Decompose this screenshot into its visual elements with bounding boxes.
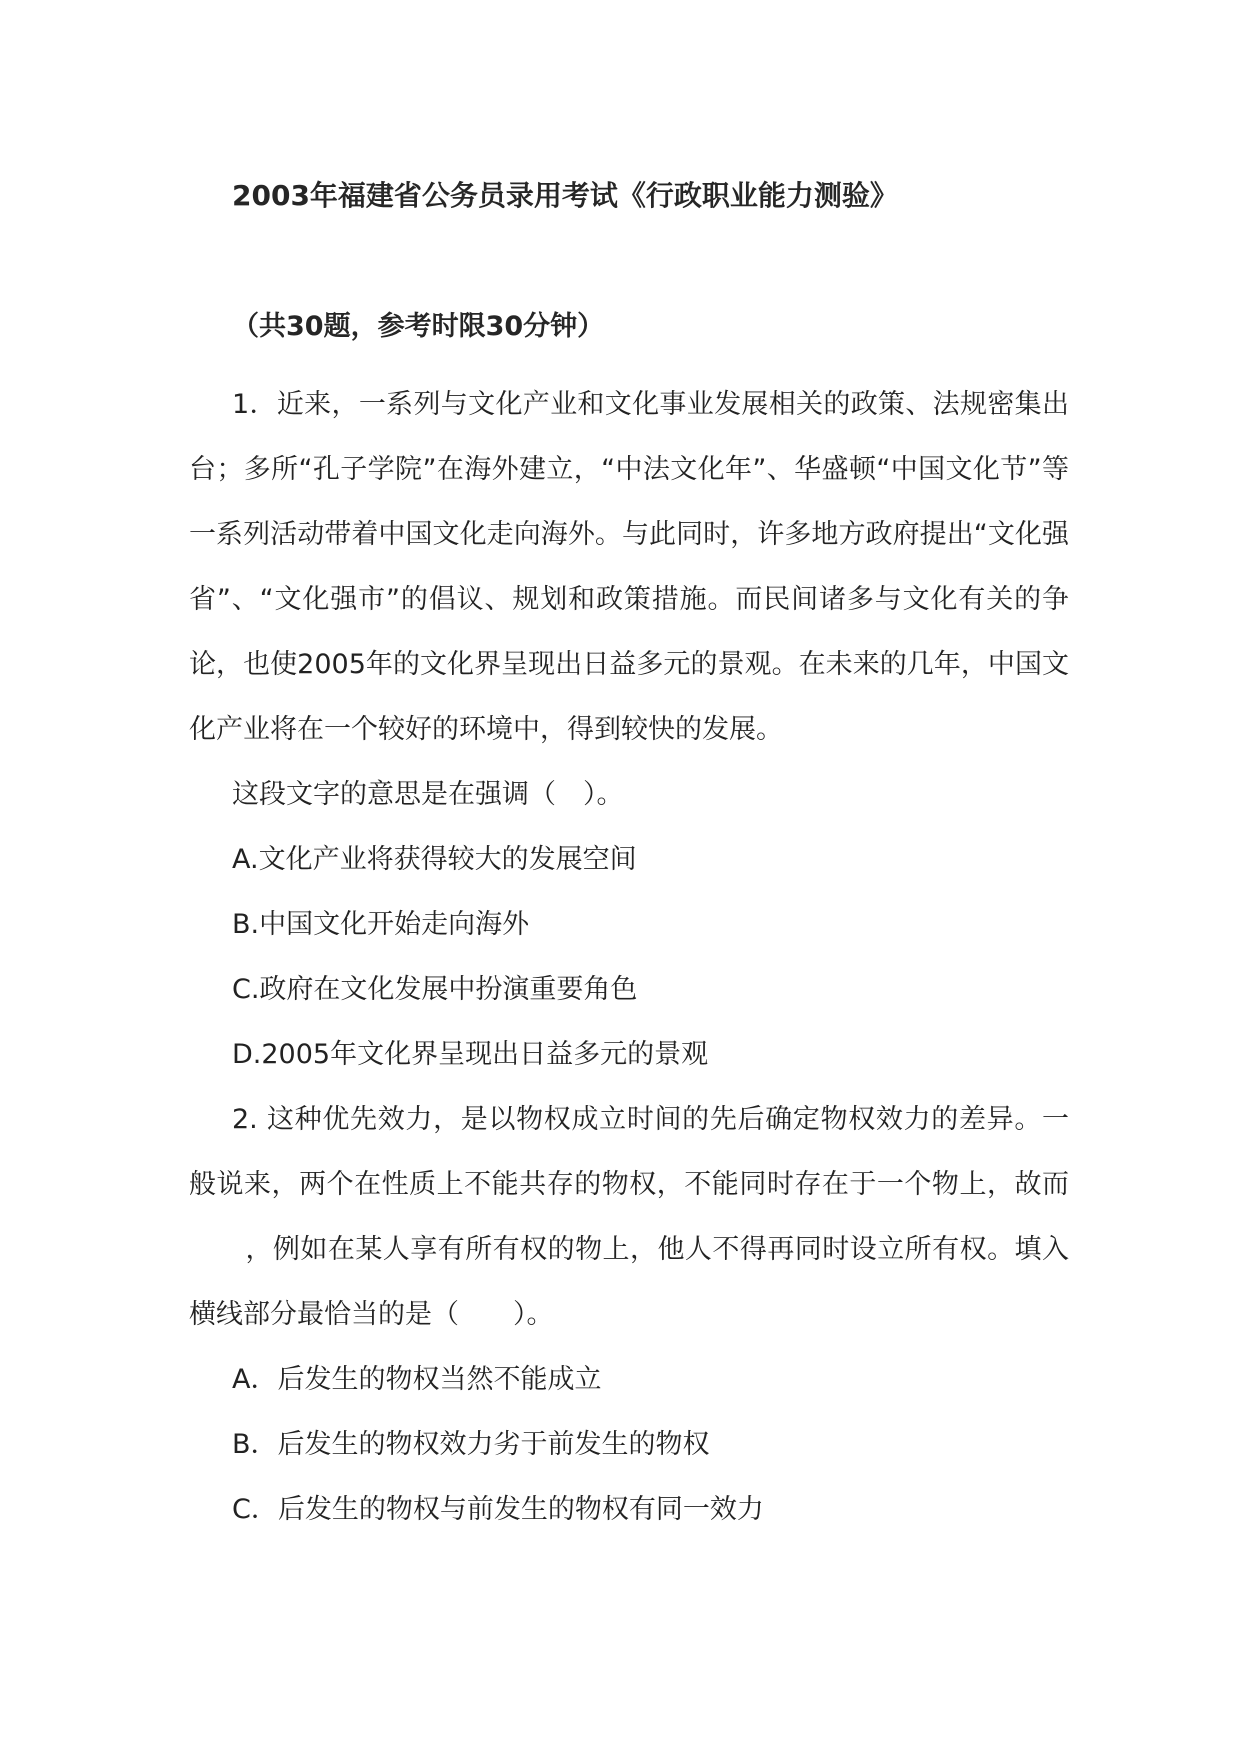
question-2-stem <box>189 1087 1069 1347</box>
question-1-option-b: B.中国文化开始走向海外 <box>232 909 530 940</box>
question-1-option-c: C.政府在文化发展中扮演重要角色 <box>232 974 638 1005</box>
question-1-option-a: A.文化产业将获得较大的发展空间 <box>232 844 637 875</box>
question-2-stem-part-1: 2. 这种优先效力，是以物权成立时间的先后确定物权效力的差异。一般说来，两个在性质上不能共存的物权，不能同时存在于一个物上，故而 <box>189 1104 1069 1200</box>
question-2-option-c: C．后发生的物权与前发生的物权有同一效力 <box>232 1494 764 1525</box>
document-subtitle: （共30题，参考时限30分钟） <box>232 311 605 342</box>
question-1-prompt: 这段文字的意思是在强调（ ）。 <box>232 779 624 810</box>
question-2-option-a: A．后发生的物权当然不能成立 <box>232 1364 602 1395</box>
question-1-stem: 1．近来，一系列与文化产业和文化事业发展相关的政策、法规密集出台；多所“孔子学院”在海外建立，“中法文化年”、华盛顿“中国文化节”等一系列活动带着中国文化走向海外。与此同时，许多地方政府提出“文化强省”、“文化强市”的倡议、规划和政策措施。而民间诸多与文化有关的争论，也使2005年的文化界呈现出日益多元的景观。在未来的几年，中国文化产业将在一个较好的环境中，得到较快的发展。 <box>189 389 1069 745</box>
question-2-option-b: B．后发生的物权效力劣于前发生的物权 <box>232 1429 710 1460</box>
document-body <box>189 372 1069 1542</box>
question-1-option-d: D.2005年文化界呈现出日益多元的景观 <box>232 1039 709 1070</box>
question-2-stem-part-2: ，例如在某人享有所有权的物上，他人不得再同时设立所有权。填入横线部分最恰当的是（ ）。 <box>189 1234 1069 1330</box>
document-title: 2003年福建省公务员录用考试《行政职业能力测验》 <box>232 179 898 212</box>
